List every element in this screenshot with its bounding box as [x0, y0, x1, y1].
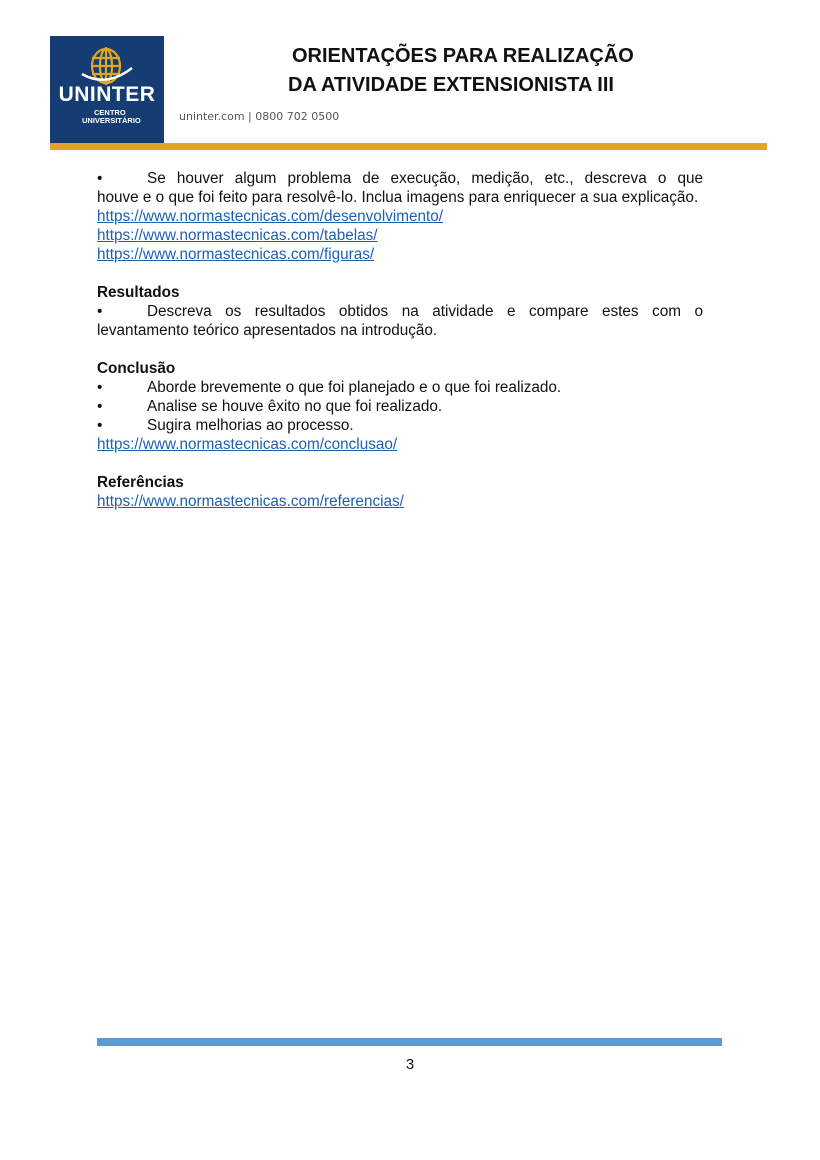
bullet-text: Analise se houve êxito no que foi realizado. [147, 398, 443, 415]
bullet-marker: • [97, 379, 103, 396]
uninter-logo [50, 36, 164, 143]
heading-resultados: Resultados [97, 284, 180, 301]
bullet-text-continuation: houve e o que foi feito para resolvê-lo. Inclua imagens para enriquecer a sua explicação. [97, 189, 699, 206]
document-title-line1: ORIENTAÇÕES PARA REALIZAÇÃO [292, 45, 634, 67]
header-accent-bar [50, 143, 767, 150]
footer-accent-bar [97, 1038, 722, 1046]
document-title-line2: DA ATIVIDADE EXTENSIONISTA III [288, 74, 614, 96]
link-conclusao[interactable]: https://www.normastecnicas.com/conclusao/ [97, 436, 398, 453]
page-header [50, 36, 767, 143]
bullet-marker: • [97, 417, 103, 434]
document-body [97, 169, 703, 511]
link-referencias[interactable]: https://www.normastecnicas.com/referencias/ [97, 493, 404, 510]
list-item [97, 397, 703, 416]
page-number: 3 [405, 1056, 415, 1073]
logo-sub2: UNIVERSITÁRIO [82, 116, 141, 125]
intro-section [97, 169, 703, 264]
bullet-marker: • [97, 398, 103, 415]
logo-name: UNINTER [58, 83, 156, 106]
link-desenvolvimento[interactable]: https://www.normastecnicas.com/desenvolvimento/ [97, 208, 444, 225]
link-figuras[interactable]: https://www.normastecnicas.com/figuras/ [97, 246, 375, 263]
bullet-text-continuation: levantamento teórico apresentados na introdução. [97, 322, 438, 339]
bullet-text: Aborde brevemente o que foi planejado e o que foi realizado. [147, 379, 562, 396]
list-item [97, 378, 703, 397]
heading-conclusao: Conclusão [97, 360, 176, 377]
heading-referencias: Referências [97, 474, 184, 491]
list-item [97, 302, 703, 321]
list-item [97, 169, 703, 188]
bullet-marker: • [97, 170, 103, 187]
contact-info: uninter.com | 0800 702 0500 [179, 110, 340, 123]
link-tabelas[interactable]: https://www.normastecnicas.com/tabelas/ [97, 227, 378, 244]
bullet-text-first-line: Descreva os resultados obtidos na atividade e compare estes com o [147, 303, 703, 320]
bullet-text-first-line: Se houver algum problema de execução, medição, etc., descreva o que [147, 170, 703, 187]
list-item [97, 416, 703, 435]
logo-sub1: CENTRO [94, 108, 126, 117]
bullet-text: Sugira melhorias ao processo. [147, 417, 354, 434]
bullet-marker: • [97, 303, 103, 320]
